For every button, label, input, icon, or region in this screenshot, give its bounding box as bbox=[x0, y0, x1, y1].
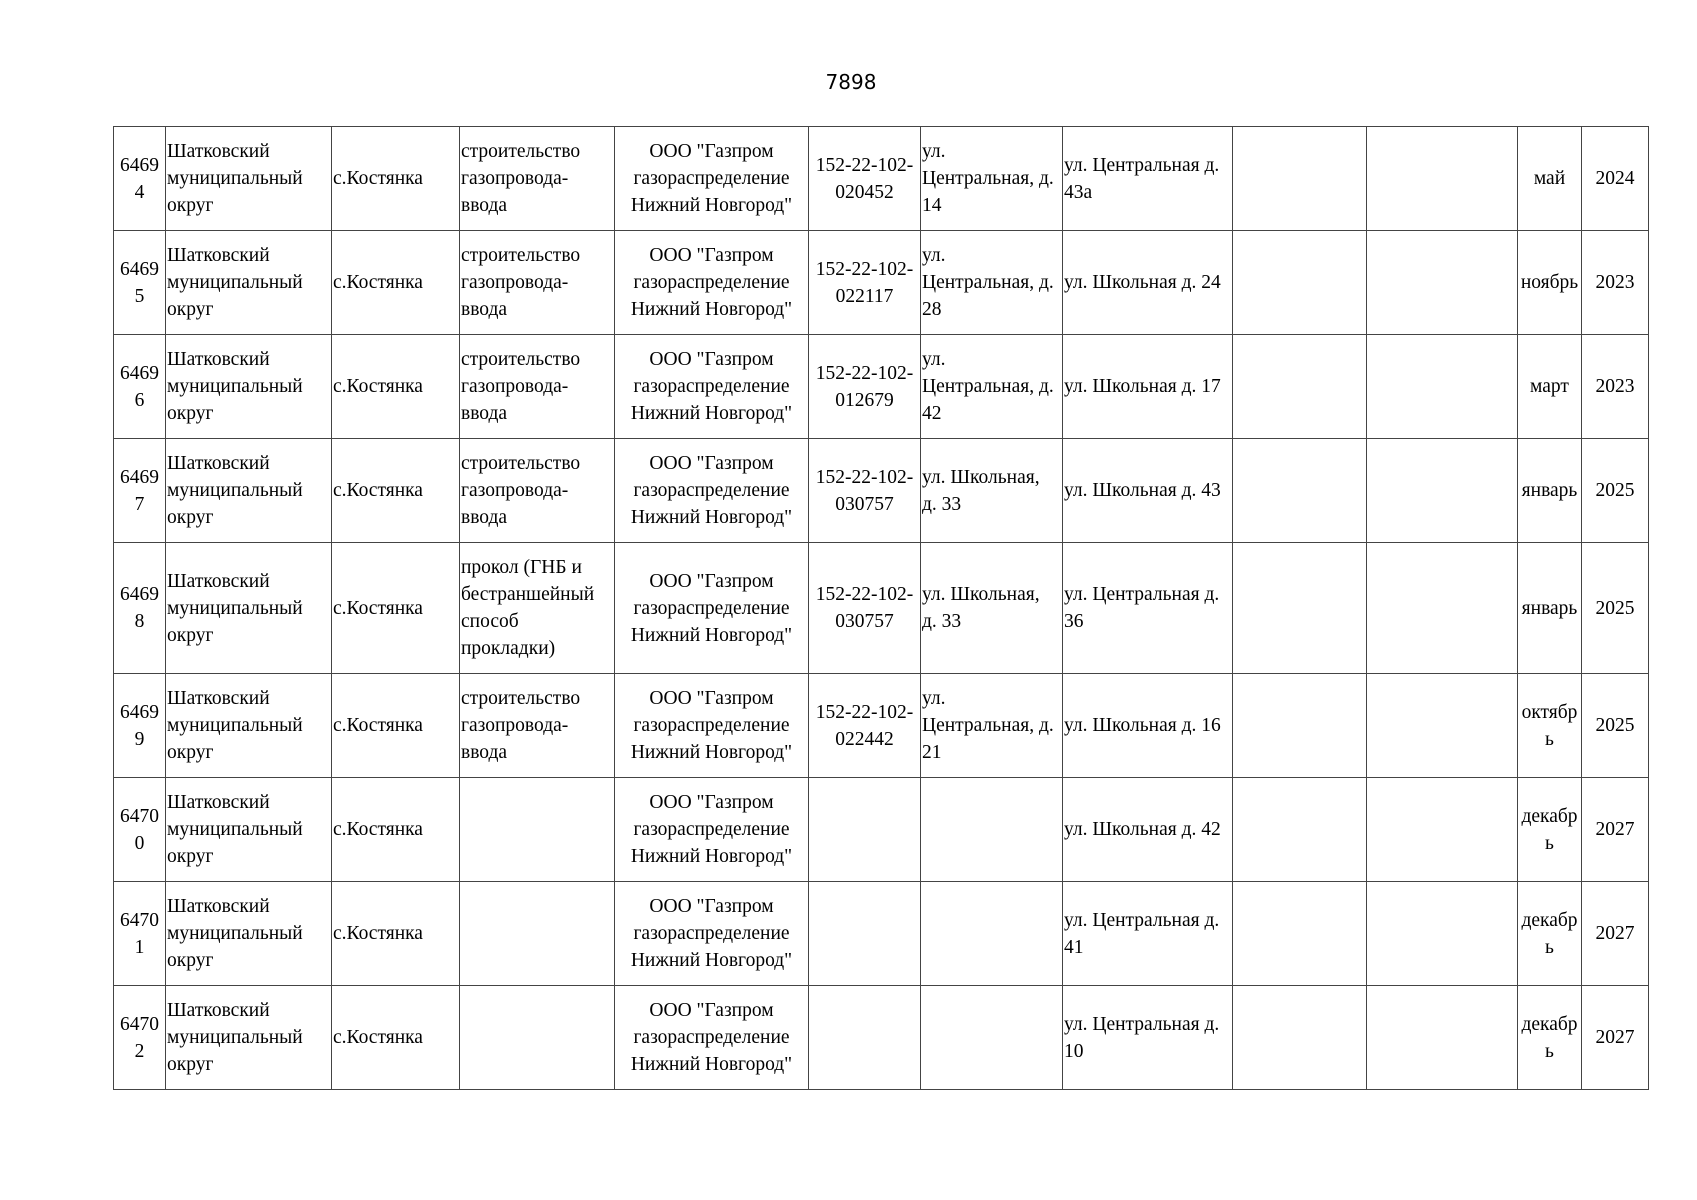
object-code-line: 152-22-102- bbox=[815, 258, 914, 280]
district-line: округ bbox=[167, 299, 214, 320]
work-type-line: ввода bbox=[461, 742, 508, 763]
organization-line: ООО "Газпром bbox=[649, 688, 774, 709]
object-code-cell bbox=[809, 439, 921, 543]
year-text: 2025 bbox=[1595, 715, 1635, 736]
object-code-line: 152-22-102- bbox=[815, 701, 914, 723]
row-number-line: 9 bbox=[134, 728, 145, 750]
district-cell bbox=[166, 986, 332, 1090]
connection-address-line: 42 bbox=[922, 403, 942, 424]
locality-text: с.Костянка bbox=[333, 480, 423, 501]
district-line: округ bbox=[167, 403, 214, 424]
district-line: округ bbox=[167, 507, 214, 528]
empty-cell bbox=[1233, 674, 1367, 778]
month-line: декабр bbox=[1521, 1013, 1578, 1035]
month-line: декабр bbox=[1521, 805, 1578, 827]
object-address-line: ул. Центральная д. bbox=[1064, 154, 1220, 176]
organization-line: газораспределение bbox=[633, 597, 790, 619]
work-type-line: строительство bbox=[461, 688, 581, 709]
empty-cell bbox=[1367, 674, 1518, 778]
object-address-line: 43а bbox=[1064, 181, 1093, 203]
district-cell bbox=[166, 439, 332, 543]
row-number-cell bbox=[114, 986, 166, 1090]
empty-cell bbox=[1367, 882, 1518, 986]
work-type-line: ввода bbox=[461, 507, 508, 528]
work-type-line: способ bbox=[461, 611, 519, 632]
row-number-cell bbox=[114, 231, 166, 335]
row-number-line: 4 bbox=[134, 181, 145, 203]
district-line: Шатковский bbox=[167, 453, 270, 474]
connection-address-line: Центральная, д. bbox=[922, 376, 1054, 397]
district-cell bbox=[166, 778, 332, 882]
object-code-cell bbox=[809, 231, 921, 335]
month-cell bbox=[1518, 882, 1582, 986]
object-code-line: 022442 bbox=[835, 728, 894, 750]
organization-line: Нижний Новгород" bbox=[630, 950, 793, 971]
organization-line: ООО "Газпром bbox=[649, 245, 774, 266]
district-line: Шатковский bbox=[167, 688, 270, 709]
district-line: округ bbox=[167, 742, 214, 763]
work-type-line: строительство bbox=[461, 141, 581, 162]
year-cell bbox=[1582, 543, 1649, 674]
empty-cell bbox=[1367, 335, 1518, 439]
work-type-line: газопровода- bbox=[461, 715, 569, 736]
organization-line: ООО "Газпром bbox=[649, 453, 774, 474]
object-address-cell bbox=[1063, 231, 1233, 335]
year-cell bbox=[1582, 335, 1649, 439]
object-code-line: 022117 bbox=[835, 285, 894, 307]
connection-address-line: ул. bbox=[922, 245, 946, 266]
connection-address-cell bbox=[921, 778, 1063, 882]
district-line: округ bbox=[167, 1054, 214, 1075]
work-type-line: строительство bbox=[461, 245, 581, 266]
month-line: май bbox=[1533, 168, 1566, 189]
work-type-line: ввода bbox=[461, 403, 508, 424]
object-code-line: 152-22-102- bbox=[815, 154, 914, 176]
district-line: муниципальный bbox=[167, 923, 303, 944]
month-cell bbox=[1518, 778, 1582, 882]
row-number-line: 1 bbox=[134, 936, 145, 958]
empty-cell bbox=[1233, 778, 1367, 882]
district-line: Шатковский bbox=[167, 141, 270, 162]
work-type-line: строительство bbox=[461, 349, 581, 370]
organization-cell bbox=[615, 231, 809, 335]
organization-line: газораспределение bbox=[633, 923, 790, 944]
row-number-line: 2 bbox=[134, 1040, 145, 1062]
connection-address-cell bbox=[921, 127, 1063, 231]
object-code-cell bbox=[809, 778, 921, 882]
locality-text: с.Костянка bbox=[333, 819, 423, 840]
object-address-line: ул. Школьная д. 17 bbox=[1064, 376, 1221, 397]
row-number-line: 6469 bbox=[120, 154, 159, 176]
row-number-line: 8 bbox=[134, 611, 145, 632]
row-number-line: 7 bbox=[134, 493, 145, 515]
district-line: муниципальный bbox=[167, 819, 303, 840]
connection-address-line: Центральная, д. bbox=[922, 272, 1054, 293]
object-address-line: 36 bbox=[1064, 611, 1084, 632]
table-row bbox=[114, 127, 1649, 231]
month-cell bbox=[1518, 543, 1582, 674]
year-text: 2025 bbox=[1595, 597, 1635, 619]
organization-cell bbox=[615, 439, 809, 543]
row-number-cell bbox=[114, 674, 166, 778]
district-line: округ bbox=[167, 624, 214, 646]
empty-cell bbox=[1233, 231, 1367, 335]
district-line: Шатковский bbox=[167, 1000, 270, 1021]
connection-address-line: ул. Школьная, bbox=[922, 584, 1040, 605]
month-line: март bbox=[1530, 376, 1569, 397]
work-type-cell bbox=[460, 986, 615, 1090]
month-line: ь bbox=[1545, 728, 1554, 750]
year-cell bbox=[1582, 778, 1649, 882]
connection-address-cell bbox=[921, 335, 1063, 439]
table-row bbox=[114, 335, 1649, 439]
connection-address-cell bbox=[921, 231, 1063, 335]
connection-address-line: д. 33 bbox=[922, 611, 962, 632]
row-number-line: 0 bbox=[134, 832, 145, 854]
organization-line: Нижний Новгород" bbox=[630, 846, 793, 867]
district-cell bbox=[166, 674, 332, 778]
month-line: январь bbox=[1521, 597, 1578, 619]
district-line: муниципальный bbox=[167, 1027, 303, 1048]
row-number-line: 6469 bbox=[120, 584, 159, 605]
row-number-cell bbox=[114, 335, 166, 439]
empty-cell bbox=[1367, 127, 1518, 231]
table-row bbox=[114, 882, 1649, 986]
object-code-cell bbox=[809, 882, 921, 986]
object-code-line: 012679 bbox=[835, 389, 894, 411]
empty-cell bbox=[1233, 127, 1367, 231]
work-type-cell bbox=[460, 778, 615, 882]
work-type-cell bbox=[460, 439, 615, 543]
table-row bbox=[114, 231, 1649, 335]
district-line: округ bbox=[167, 846, 214, 867]
locality-text: с.Костянка bbox=[333, 923, 423, 944]
organization-line: ООО "Газпром bbox=[649, 141, 774, 162]
empty-cell bbox=[1233, 335, 1367, 439]
empty-cell bbox=[1367, 439, 1518, 543]
organization-line: газораспределение bbox=[633, 1027, 790, 1048]
object-address-cell bbox=[1063, 986, 1233, 1090]
district-line: муниципальный bbox=[167, 480, 303, 501]
organization-cell bbox=[615, 543, 809, 674]
connection-address-line: ул. Школьная, bbox=[922, 466, 1040, 488]
work-type-line: прокладки) bbox=[461, 638, 556, 659]
locality-text: с.Костянка bbox=[333, 168, 423, 189]
connection-address-line: 21 bbox=[922, 742, 942, 763]
locality-text: с.Костянка bbox=[333, 597, 423, 619]
row-number-cell bbox=[114, 778, 166, 882]
district-line: Шатковский bbox=[167, 349, 270, 370]
organization-cell bbox=[615, 674, 809, 778]
object-address-cell bbox=[1063, 882, 1233, 986]
year-text: 2027 bbox=[1595, 1027, 1635, 1048]
work-type-line: прокол (ГНБ и bbox=[461, 557, 582, 578]
row-number-line: 5 bbox=[134, 285, 145, 307]
organization-line: газораспределение bbox=[633, 480, 790, 501]
table-row bbox=[114, 439, 1649, 543]
object-code-line: 152-22-102- bbox=[815, 466, 914, 488]
table-row bbox=[114, 778, 1649, 882]
district-cell bbox=[166, 127, 332, 231]
district-line: Шатковский bbox=[167, 792, 270, 813]
row-number-line: 6469 bbox=[120, 258, 159, 280]
table-row bbox=[114, 674, 1649, 778]
locality-cell bbox=[332, 674, 460, 778]
work-type-line: газопровода- bbox=[461, 168, 569, 189]
locality-text: с.Костянка bbox=[333, 272, 423, 293]
organization-cell bbox=[615, 986, 809, 1090]
organization-cell bbox=[615, 778, 809, 882]
locality-cell bbox=[332, 335, 460, 439]
year-cell bbox=[1582, 231, 1649, 335]
year-text: 2023 bbox=[1595, 272, 1635, 293]
work-type-line: газопровода- bbox=[461, 376, 569, 397]
year-text: 2027 bbox=[1595, 819, 1635, 840]
district-line: муниципальный bbox=[167, 376, 303, 397]
district-line: муниципальный bbox=[167, 168, 303, 189]
object-code-cell bbox=[809, 674, 921, 778]
connection-address-line: ул. bbox=[922, 688, 946, 709]
object-code-cell bbox=[809, 986, 921, 1090]
district-line: муниципальный bbox=[167, 715, 303, 736]
year-cell bbox=[1582, 439, 1649, 543]
object-code-line: 020452 bbox=[835, 181, 894, 203]
locality-cell bbox=[332, 231, 460, 335]
row-number-line: 6470 bbox=[120, 1013, 159, 1035]
object-address-cell bbox=[1063, 778, 1233, 882]
district-cell bbox=[166, 882, 332, 986]
month-line: октябр bbox=[1521, 701, 1578, 723]
organization-line: ООО "Газпром bbox=[649, 570, 774, 592]
organization-line: газораспределение bbox=[633, 715, 790, 736]
month-cell bbox=[1518, 127, 1582, 231]
year-text: 2024 bbox=[1595, 168, 1635, 189]
object-address-cell bbox=[1063, 127, 1233, 231]
registry-body bbox=[114, 127, 1649, 1090]
connection-address-cell bbox=[921, 882, 1063, 986]
year-cell bbox=[1582, 674, 1649, 778]
work-type-cell bbox=[460, 543, 615, 674]
object-code-line: 030757 bbox=[835, 493, 894, 515]
empty-cell bbox=[1233, 439, 1367, 543]
empty-cell bbox=[1233, 882, 1367, 986]
district-line: округ bbox=[167, 195, 214, 216]
organization-line: газораспределение bbox=[633, 272, 790, 293]
month-cell bbox=[1518, 335, 1582, 439]
object-code-line: 030757 bbox=[835, 611, 894, 632]
row-number-line: 6469 bbox=[120, 701, 159, 723]
district-line: муниципальный bbox=[167, 272, 303, 293]
connection-address-line: ул. bbox=[922, 141, 946, 162]
year-text: 2023 bbox=[1595, 376, 1635, 397]
table-row bbox=[114, 986, 1649, 1090]
object-address-line: 41 bbox=[1064, 936, 1084, 958]
empty-cell bbox=[1233, 986, 1367, 1090]
month-line: ь bbox=[1545, 936, 1554, 958]
locality-cell bbox=[332, 986, 460, 1090]
organization-line: ООО "Газпром bbox=[649, 1000, 774, 1021]
page-number: 7898 bbox=[825, 70, 877, 94]
object-code-cell bbox=[809, 543, 921, 674]
organization-cell bbox=[615, 335, 809, 439]
organization-line: Нижний Новгород" bbox=[630, 507, 793, 528]
organization-line: ООО "Газпром bbox=[649, 896, 774, 917]
row-number-line: 6470 bbox=[120, 909, 159, 931]
organization-line: газораспределение bbox=[633, 376, 790, 397]
object-code-line: 152-22-102- bbox=[815, 362, 914, 384]
month-line: ноябрь bbox=[1520, 272, 1579, 293]
locality-text: с.Костянка bbox=[333, 1027, 423, 1048]
object-address-cell bbox=[1063, 335, 1233, 439]
object-address-line: ул. Центральная д. bbox=[1064, 584, 1220, 605]
row-number-line: 6469 bbox=[120, 466, 159, 488]
connection-address-line: Центральная, д. bbox=[922, 715, 1054, 736]
locality-text: с.Костянка bbox=[333, 715, 423, 736]
object-address-line: ул. Школьная д. 16 bbox=[1064, 715, 1221, 736]
month-cell bbox=[1518, 674, 1582, 778]
month-line: ь bbox=[1545, 832, 1554, 854]
district-line: округ bbox=[167, 950, 214, 971]
connection-address-line: 28 bbox=[922, 299, 942, 320]
organization-cell bbox=[615, 127, 809, 231]
work-type-cell bbox=[460, 674, 615, 778]
month-cell bbox=[1518, 231, 1582, 335]
year-cell bbox=[1582, 882, 1649, 986]
year-text: 2027 bbox=[1595, 923, 1635, 944]
organization-line: газораспределение bbox=[633, 819, 790, 840]
district-cell bbox=[166, 231, 332, 335]
work-type-cell bbox=[460, 335, 615, 439]
month-line: январь bbox=[1521, 480, 1578, 501]
object-address-line: ул. Центральная д. bbox=[1064, 909, 1220, 931]
month-line: декабр bbox=[1521, 909, 1578, 931]
organization-line: газораспределение bbox=[633, 168, 790, 189]
connection-address-line: Центральная, д. bbox=[922, 168, 1054, 189]
empty-cell bbox=[1367, 778, 1518, 882]
year-cell bbox=[1582, 127, 1649, 231]
registry-table bbox=[113, 126, 1649, 1090]
connection-address-cell bbox=[921, 986, 1063, 1090]
object-address-cell bbox=[1063, 543, 1233, 674]
empty-cell bbox=[1367, 231, 1518, 335]
district-line: Шатковский bbox=[167, 896, 270, 917]
work-type-cell bbox=[460, 231, 615, 335]
district-line: Шатковский bbox=[167, 245, 270, 266]
row-number-line: 6470 bbox=[120, 805, 159, 827]
organization-line: Нижний Новгород" bbox=[630, 624, 793, 646]
locality-cell bbox=[332, 778, 460, 882]
organization-line: Нижний Новгород" bbox=[630, 299, 793, 320]
work-type-line: газопровода- bbox=[461, 480, 569, 501]
month-line: ь bbox=[1545, 1040, 1554, 1062]
object-address-cell bbox=[1063, 439, 1233, 543]
district-line: муниципальный bbox=[167, 597, 303, 619]
connection-address-line: д. 33 bbox=[922, 493, 962, 515]
organization-line: Нижний Новгород" bbox=[630, 742, 793, 763]
connection-address-line: ул. bbox=[922, 349, 946, 370]
row-number-cell bbox=[114, 439, 166, 543]
month-cell bbox=[1518, 439, 1582, 543]
organization-cell bbox=[615, 882, 809, 986]
empty-cell bbox=[1367, 986, 1518, 1090]
organization-line: Нижний Новгород" bbox=[630, 403, 793, 424]
object-address-line: ул. Центральная д. bbox=[1064, 1013, 1220, 1035]
object-address-line: ул. Школьная д. 43 bbox=[1064, 480, 1221, 501]
district-cell bbox=[166, 335, 332, 439]
work-type-line: бестраншейный bbox=[461, 584, 595, 605]
district-line: Шатковский bbox=[167, 570, 270, 592]
empty-cell bbox=[1367, 543, 1518, 674]
object-address-line: 10 bbox=[1064, 1040, 1084, 1062]
row-number-line: 6 bbox=[134, 389, 145, 411]
connection-address-cell bbox=[921, 543, 1063, 674]
locality-cell bbox=[332, 439, 460, 543]
row-number-line: 6469 bbox=[120, 362, 159, 384]
row-number-cell bbox=[114, 882, 166, 986]
object-address-cell bbox=[1063, 674, 1233, 778]
object-address-line: ул. Школьная д. 42 bbox=[1064, 819, 1221, 840]
organization-line: ООО "Газпром bbox=[649, 349, 774, 370]
locality-cell bbox=[332, 882, 460, 986]
empty-cell bbox=[1233, 543, 1367, 674]
work-type-line: ввода bbox=[461, 195, 508, 216]
connection-address-cell bbox=[921, 674, 1063, 778]
table-row bbox=[114, 543, 1649, 674]
organization-line: ООО "Газпром bbox=[649, 792, 774, 813]
work-type-cell bbox=[460, 127, 615, 231]
work-type-line: газопровода- bbox=[461, 272, 569, 293]
year-cell bbox=[1582, 986, 1649, 1090]
organization-line: Нижний Новгород" bbox=[630, 1054, 793, 1075]
work-type-line: ввода bbox=[461, 299, 508, 320]
locality-cell bbox=[332, 127, 460, 231]
object-address-line: ул. Школьная д. 24 bbox=[1064, 272, 1221, 293]
row-number-cell bbox=[114, 127, 166, 231]
row-number-cell bbox=[114, 543, 166, 674]
object-code-cell bbox=[809, 127, 921, 231]
organization-line: Нижний Новгород" bbox=[630, 195, 793, 216]
object-code-cell bbox=[809, 335, 921, 439]
work-type-cell bbox=[460, 882, 615, 986]
district-cell bbox=[166, 543, 332, 674]
work-type-line: строительство bbox=[461, 453, 581, 474]
locality-text: с.Костянка bbox=[333, 376, 423, 397]
connection-address-cell bbox=[921, 439, 1063, 543]
object-code-line: 152-22-102- bbox=[815, 584, 914, 605]
locality-cell bbox=[332, 543, 460, 674]
month-cell bbox=[1518, 986, 1582, 1090]
connection-address-line: 14 bbox=[922, 195, 942, 216]
year-text: 2025 bbox=[1595, 480, 1635, 501]
